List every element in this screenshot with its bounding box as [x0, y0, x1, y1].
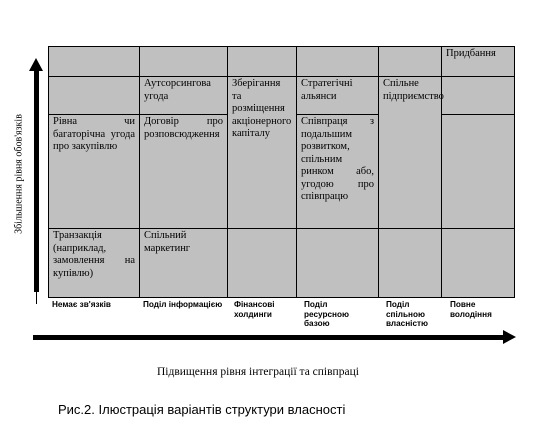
grid-cell — [442, 229, 515, 298]
x-category-joint-ownership: Поділ спільною власністю — [386, 300, 429, 328]
x-category-full-ownership: Повне володіння — [450, 300, 492, 319]
cell-cooperation: Співпраця з подальшим розвитком, спільним ринком або, угодою про співпрацю — [297, 115, 379, 229]
cell-acquisition: Придбання — [442, 47, 515, 77]
ownership-structure-grid — [48, 46, 515, 298]
y-axis-base-line — [36, 292, 37, 304]
cell-distribution-agreement: Договір про розповсюдження — [140, 115, 228, 229]
x-axis-arrow — [33, 335, 505, 340]
grid-cell — [140, 47, 228, 77]
grid-cell — [49, 47, 140, 77]
cell-joint-venture: Спільне підприємство — [379, 77, 442, 229]
x-category-no-links: Немає зв'язків — [52, 300, 111, 309]
y-axis-arrow — [34, 70, 39, 292]
grid-cell — [297, 47, 379, 77]
grid-cell — [228, 229, 297, 298]
cell-outsourcing: Аутсорсингова угода — [140, 77, 228, 115]
cell-strategic-alliances: Стратегічні альянси — [297, 77, 379, 115]
x-axis-title: Підвищення рівня інтеграції та співпраці — [157, 366, 359, 378]
y-axis-arrowhead — [29, 58, 43, 71]
figure-caption: Рис.2. Ілюстрація варіантів структури власності — [58, 402, 346, 417]
cell-equity-holding: Зберігання та розміщення акціонерного капіталу — [228, 77, 297, 229]
grid-cell — [379, 47, 442, 77]
grid-cell — [379, 229, 442, 298]
grid-cell — [228, 47, 297, 77]
grid-cell — [442, 77, 515, 115]
cell-purchase-agreement: Рівна чи багаторічна угода про закупівлю — [49, 115, 140, 229]
grid-cell — [49, 77, 140, 115]
cell-joint-marketing: Спільний маркетинг — [140, 229, 228, 298]
x-axis-arrowhead — [503, 330, 516, 344]
x-category-info-sharing: Поділ інформацією — [143, 300, 223, 309]
grid-cell — [297, 229, 379, 298]
y-axis-label: Збільшення рівня обов'язків — [13, 114, 25, 234]
cell-transaction: Транзакція (наприклад, замовлення на купівлю) — [49, 229, 140, 298]
x-category-resource-sharing: Поділ ресурсною базою — [304, 300, 349, 328]
grid-cell — [442, 115, 515, 229]
x-category-financial-holdings: Фінансові холдинги — [234, 300, 275, 319]
